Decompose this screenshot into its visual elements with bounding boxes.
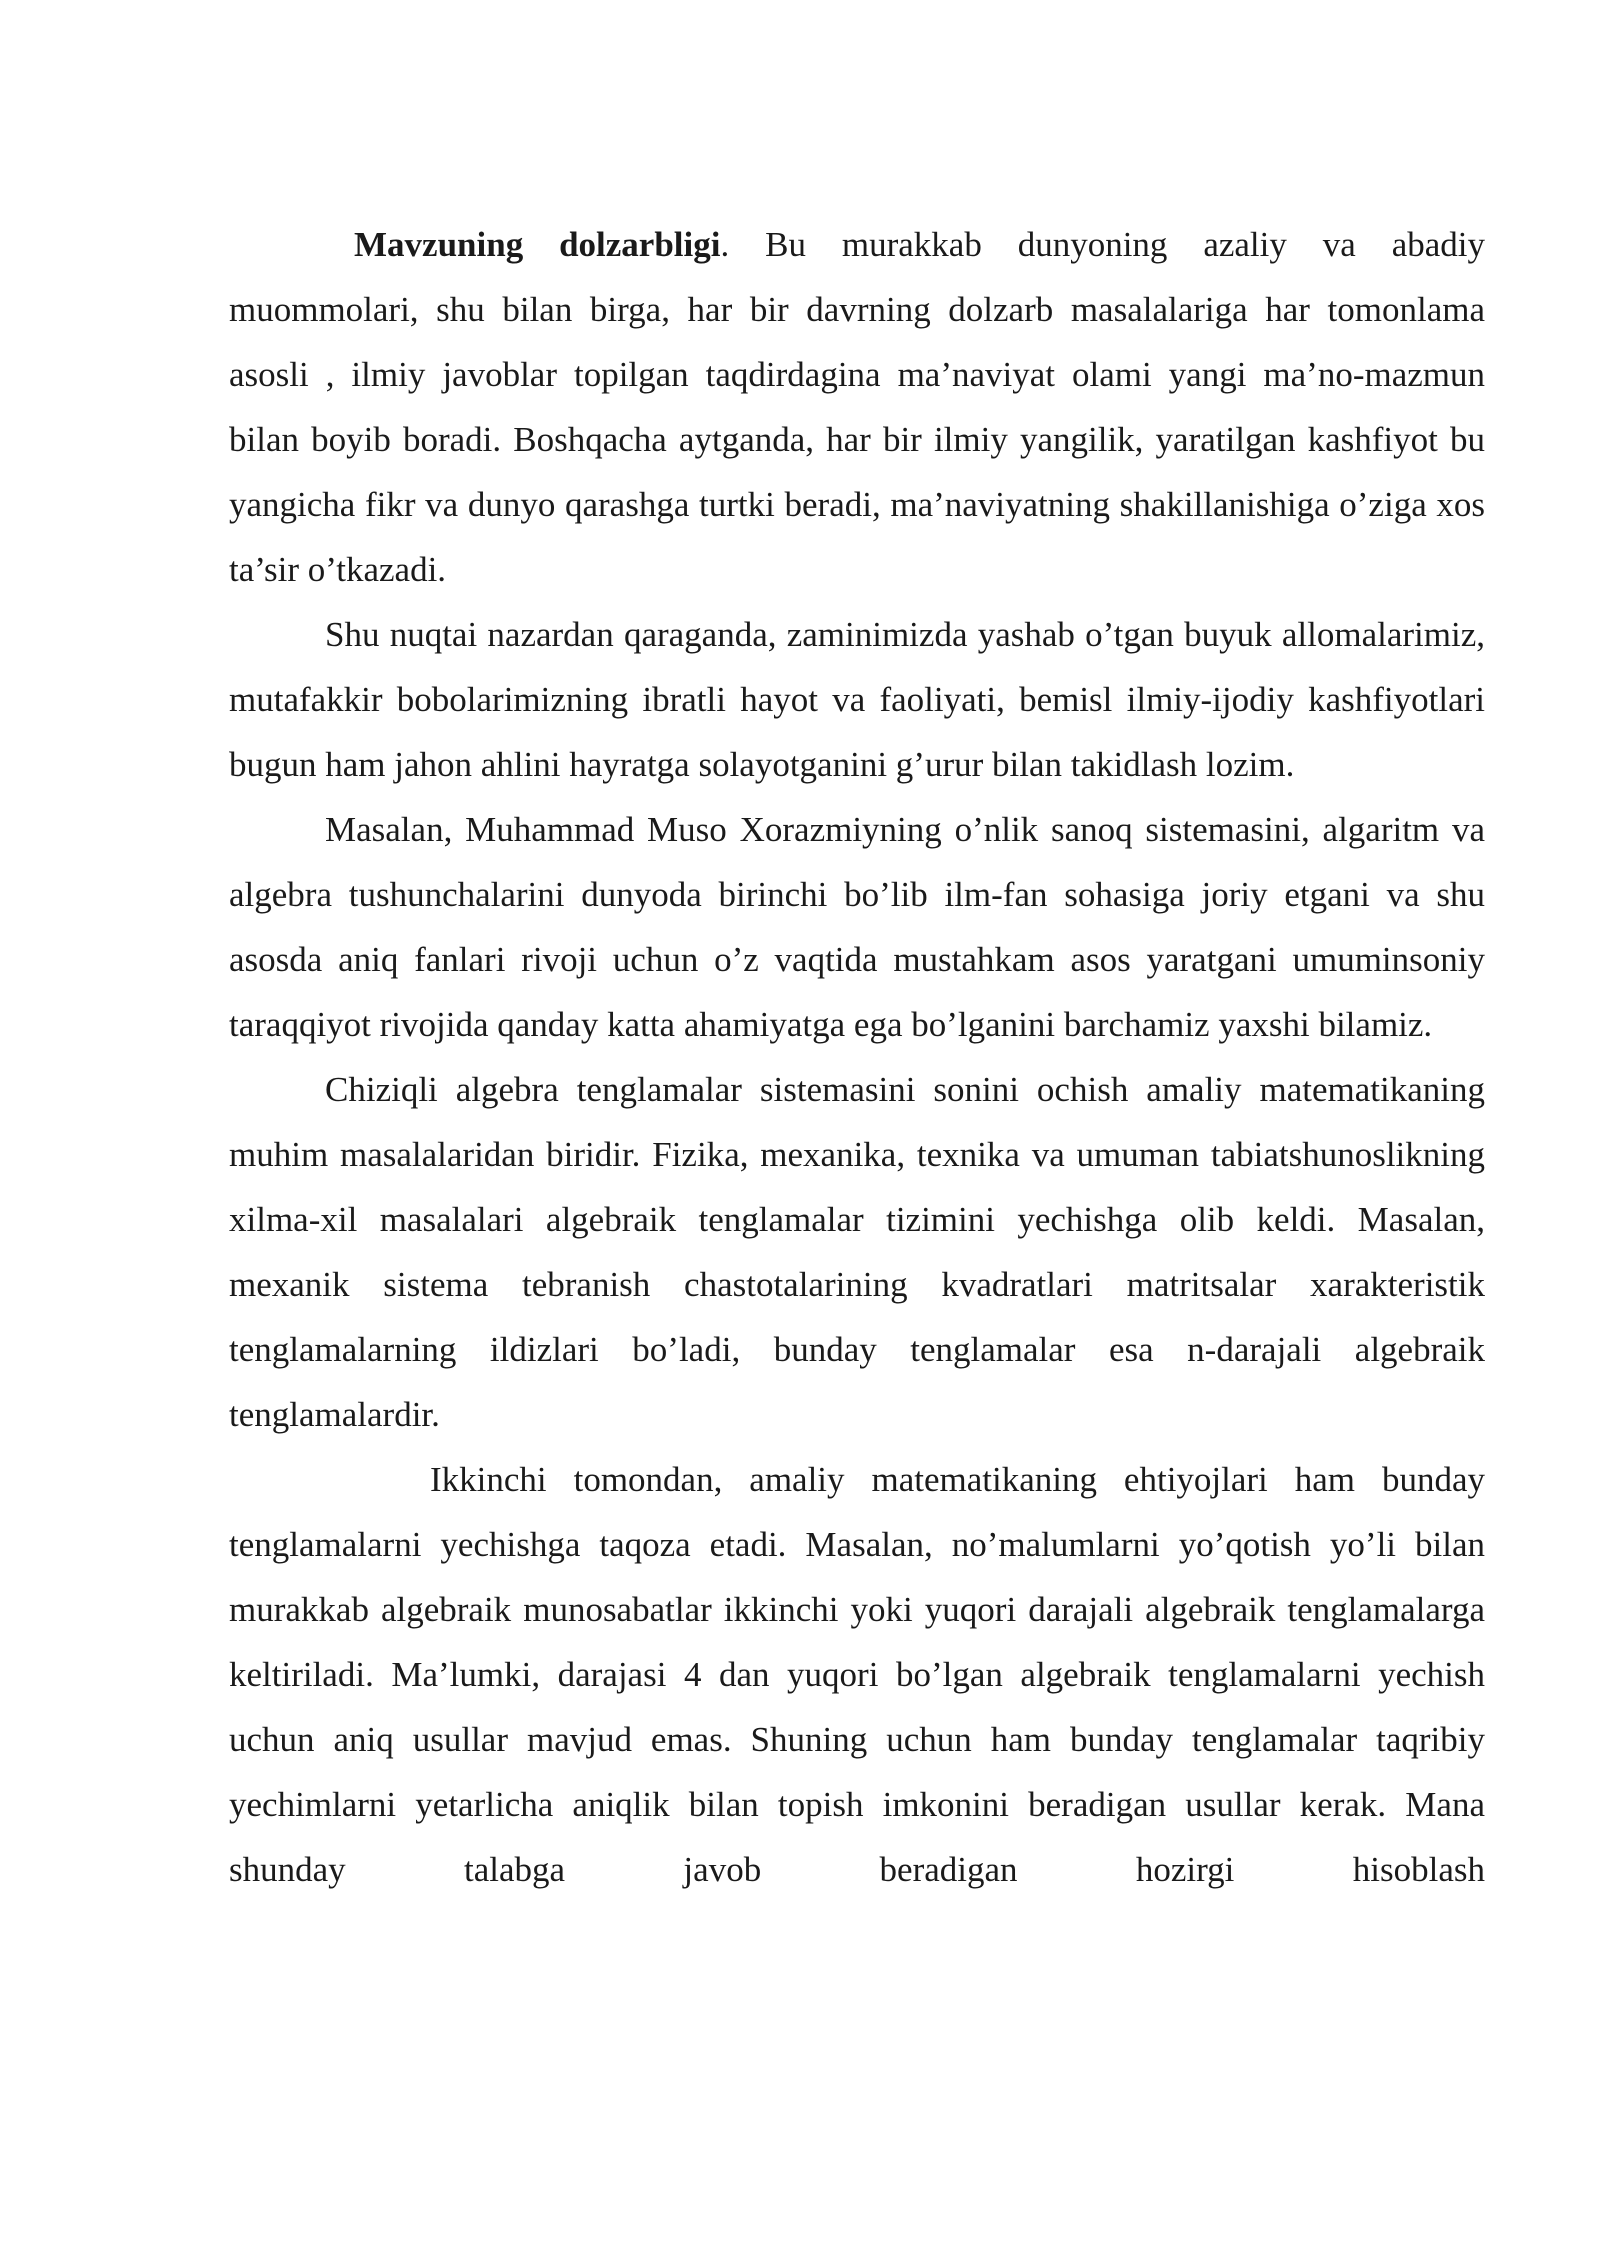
paragraph-applied-math: Ikkinchi tomondan, amaliy matematikaning ehtiyojlari ham bunday tenglamalarni yechishga taqoza etadi. Masalan, no’malumlarni yo’qotish yo’li bilan murakkab algebraik munosabatlar ikkinchi yoki yuqori darajali algebraik tenglamalarga keltiriladi. Ma’lumki, darajasi 4 dan yuqori bo’lgan algebraik tenglamalarni yechish uchun aniq usullar mavjud emas. Shuning uchun ham bunday tenglamalar taqribiy yechimlarni yetarlicha aniqlik bilan topish imkonini beradigan usullar kerak. Mana shunday talabga javob beradigan hozirgi hisoblash (229, 1460, 1485, 1889)
paragraph-linear-algebra: Chiziqli algebra tenglamalar sistemasini sonini ochish amaliy matematikaning muhim masalalaridan biridir. Fizika, mexanika, texnika va umuman tabiatshunoslikning xilma-xil masalalari algebraik tenglamalar tizimini yechishga olib keldi. Masalan, mexanik sistema tebranish chastotalarining kvadratlari matritsalar xarakteristik tenglamalarning ildizlari bo’ladi, bunday tenglamalar esa n-darajali algebraik tenglamalardir. (229, 1070, 1485, 1434)
paragraph-text: Bu murakkab dunyoning azaliy va abadiy muommolari, shu bilan birga, har bir davrning dolzarb masalalariga har tomonlama asosli , ilmiy javoblar topilgan taqdirdagina ma’naviyat olami yangi ma’no-mazmun bilan boyib boradi. Boshqacha aytganda, har bir ilmiy yangilik, yaratilgan kashfiyot bu yangicha fikr va dunyo qarashga turtki beradi, ma’naviyatning shakillanishiga o’ziga xos ta’sir o’tkazadi. (229, 225, 1485, 589)
paragraph-xorazmiy: Masalan, Muhammad Muso Xorazmiyning o’nlik sanoq sistemasini, algaritm va algebra tushunchalarini dunyoda birinchi bo’lib ilm-fan sohasiga joriy etgani va shu asosda aniq fanlari rivoji uchun o’z vaqtida mustahkam asos yaratgani umuminsoniy taraqqiyot rivojida qanday katta ahamiyatga ega bo’lganini barchamiz yaxshi bilamiz. (229, 810, 1485, 1044)
heading-punctuation: . (720, 225, 730, 264)
body-text (229, 212, 1485, 1902)
paragraph-scholars: Shu nuqtai nazardan qaraganda, zaminimizda yashab o’tgan buyuk allomalarimiz, mutafakkir bobolarimizning ibratli hayot va faoliyati, bemisl ilmiy-ijodiy kashfiyotlari bugun ham jahon ahlini hayratga solayotganini g’urur bilan takidlash lozim. (229, 615, 1485, 784)
paragraph-relevance (229, 212, 1485, 602)
section-heading: Mavzuning dolzarbligi (354, 225, 721, 264)
